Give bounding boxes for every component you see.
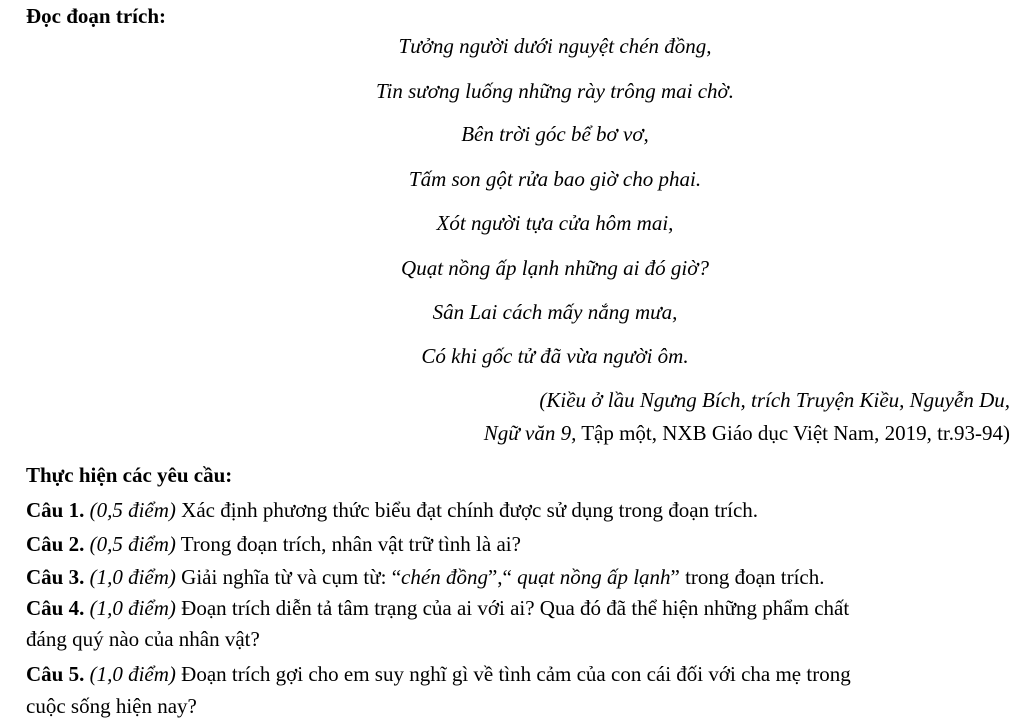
poem-line: Tin sương luống những rày trông mai chờ. (375, 79, 734, 103)
question-text: Đoạn trích gợi cho em suy nghĩ gì về tình cảm của con cái đối với cha mẹ trong (175, 662, 851, 686)
question-5 (26, 662, 851, 687)
question-5-continued: cuộc sống hiện nay? (26, 694, 197, 718)
citation-book: Ngữ văn 9, (483, 421, 577, 445)
question-label: Câu 5. (26, 662, 85, 686)
poem-line: Tưởng người dưới nguyệt chén đồng, (398, 34, 712, 58)
question-points: (1,0 điểm) (89, 662, 176, 686)
question-text: ” trong đoạn trích. (670, 565, 825, 589)
citation-line-2 (484, 421, 1010, 446)
question-label: Câu 2. (26, 532, 85, 556)
question-3 (26, 565, 824, 590)
term-quat-nong-ap-lanh: quạt nồng ấp lạnh (517, 565, 671, 589)
question-points: (0,5 điểm) (89, 532, 176, 556)
question-2 (26, 532, 521, 557)
reading-heading: Đọc đoạn trích: (26, 4, 166, 28)
poem-line: Sân Lai cách mấy nắng mưa, (432, 300, 678, 324)
question-text: Xác định phương thức biểu đạt chính được sử dụng trong đoạn trích. (175, 498, 759, 522)
tasks-heading: Thực hiện các yêu cầu: (26, 463, 233, 487)
question-points: (0,5 điểm) (89, 498, 176, 522)
question-label: Câu 1. (26, 498, 85, 522)
question-1 (26, 498, 758, 523)
poem-line: Tấm son gột rửa bao giờ cho phai. (408, 167, 702, 191)
question-4-continued: đáng quý nào của nhân vật? (26, 627, 260, 651)
question-text: Trong đoạn trích, nhân vật trữ tình là ai? (175, 532, 521, 556)
poem-line: Xót người tựa cửa hôm mai, (436, 211, 674, 235)
question-4 (26, 596, 849, 621)
question-text: Giải nghĩa từ và cụm từ: “ (175, 565, 402, 589)
question-text: ”,“ (487, 565, 518, 589)
question-label: Câu 4. (26, 596, 85, 620)
poem-line: Quạt nồng ấp lạnh những ai đó giờ? (401, 256, 709, 280)
question-text: Đoạn trích diễn tả tâm trạng của ai với ai? Qua đó đã thể hiện những phẩm chất (175, 596, 850, 620)
citation-publisher: Tập một, NXB Giáo dục Việt Nam, 2019, tr.93-94) (576, 421, 1010, 445)
question-points: (1,0 điểm) (89, 565, 176, 589)
poem-line: Bên trời góc bể bơ vơ, (461, 122, 649, 146)
poem-line: Có khi gốc tử đã vừa người ôm. (421, 344, 689, 368)
term-chen-dong: chén đồng (401, 565, 488, 589)
question-points: (1,0 điểm) (89, 596, 176, 620)
question-label: Câu 3. (26, 565, 85, 589)
citation-line-1: (Kiều ở lầu Ngưng Bích, trích Truyện Kiều, Nguyễn Du, (539, 388, 1010, 412)
